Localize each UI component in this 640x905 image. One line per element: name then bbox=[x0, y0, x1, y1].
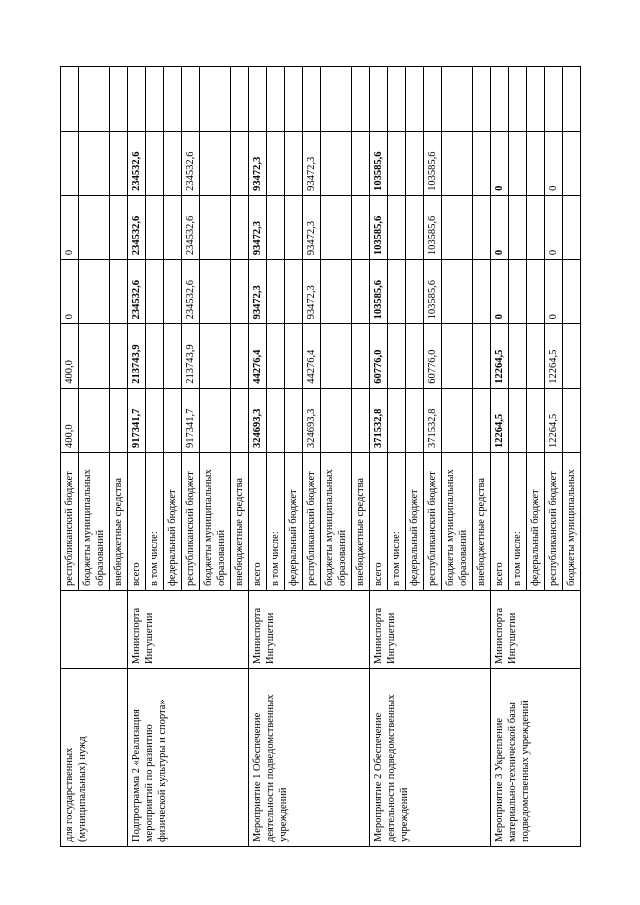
amount-cell bbox=[231, 67, 249, 131]
amount-cell bbox=[321, 388, 352, 452]
amount-cell: 0 bbox=[545, 260, 563, 324]
amount-cell: 0 bbox=[61, 260, 79, 324]
amount-cell bbox=[473, 260, 491, 324]
funding-source-cell: федеральный бюджет bbox=[527, 453, 545, 591]
funding-source-cell: бюджеты муниципальных образований bbox=[321, 453, 352, 591]
amount-cell bbox=[442, 324, 473, 388]
amount-cell: 234532,6 bbox=[182, 195, 200, 259]
amount-cell bbox=[164, 388, 182, 452]
amount-cell bbox=[370, 67, 388, 131]
amount-cell bbox=[563, 195, 581, 259]
amount-cell: 44276,4 bbox=[249, 324, 267, 388]
funding-source-cell: федеральный бюджет bbox=[406, 453, 424, 591]
amount-cell bbox=[303, 67, 321, 131]
amount-cell bbox=[146, 195, 164, 259]
amount-cell bbox=[146, 260, 164, 324]
amount-cell: 12264,5 bbox=[491, 388, 509, 452]
amount-cell bbox=[406, 131, 424, 195]
amount-cell: 12264,5 bbox=[491, 324, 509, 388]
amount-cell: 0 bbox=[545, 195, 563, 259]
amount-cell bbox=[527, 67, 545, 131]
amount-cell bbox=[164, 260, 182, 324]
amount-cell bbox=[231, 388, 249, 452]
amount-cell: 0 bbox=[545, 131, 563, 195]
amount-cell bbox=[285, 388, 303, 452]
amount-cell bbox=[545, 67, 563, 131]
funding-source-cell: в том числе: bbox=[267, 453, 285, 591]
amount-cell bbox=[200, 67, 231, 131]
amount-cell bbox=[110, 67, 128, 131]
budget-table bbox=[60, 66, 581, 847]
amount-cell: 93472,3 bbox=[303, 131, 321, 195]
amount-cell: 60776,0 bbox=[424, 324, 442, 388]
amount-cell bbox=[146, 131, 164, 195]
amount-cell bbox=[509, 260, 527, 324]
executor-cell: Миниспорта Ингушетии bbox=[491, 591, 581, 669]
amount-cell bbox=[388, 260, 406, 324]
amount-cell: 103585,6 bbox=[424, 260, 442, 324]
amount-cell bbox=[164, 195, 182, 259]
amount-cell bbox=[473, 195, 491, 259]
amount-cell: 93472,3 bbox=[249, 131, 267, 195]
program-name-cell: Мероприятие 1 Обеспечение деятельности подведомственных учреждений bbox=[249, 669, 370, 847]
table-row bbox=[249, 67, 267, 847]
funding-source-cell: всего bbox=[370, 453, 388, 591]
amount-cell bbox=[79, 324, 110, 388]
amount-cell bbox=[442, 388, 473, 452]
amount-cell bbox=[231, 324, 249, 388]
amount-cell: 12264,5 bbox=[545, 388, 563, 452]
amount-cell bbox=[285, 260, 303, 324]
amount-cell: 93472,3 bbox=[249, 260, 267, 324]
amount-cell bbox=[110, 195, 128, 259]
amount-cell: 234532,6 bbox=[128, 260, 146, 324]
amount-cell: 103585,6 bbox=[424, 195, 442, 259]
amount-cell bbox=[321, 67, 352, 131]
amount-cell bbox=[442, 131, 473, 195]
amount-cell bbox=[79, 195, 110, 259]
amount-cell: 0 bbox=[491, 131, 509, 195]
amount-cell bbox=[267, 388, 285, 452]
amount-cell bbox=[285, 67, 303, 131]
amount-cell: 44276,4 bbox=[303, 324, 321, 388]
amount-cell bbox=[285, 131, 303, 195]
amount-cell bbox=[352, 260, 370, 324]
amount-cell bbox=[61, 131, 79, 195]
amount-cell bbox=[527, 260, 545, 324]
amount-cell bbox=[388, 324, 406, 388]
program-name-cell: Мероприятие 3 Укрепление материально-технической базы подведомственных учреждений bbox=[491, 669, 581, 847]
funding-source-cell: внебюджетные средства bbox=[352, 453, 370, 591]
funding-source-cell: в том числе: bbox=[388, 453, 406, 591]
amount-cell: 400,0 bbox=[61, 324, 79, 388]
amount-cell bbox=[267, 324, 285, 388]
amount-cell bbox=[110, 324, 128, 388]
amount-cell: 103585,6 bbox=[370, 131, 388, 195]
rotated-page bbox=[60, 67, 600, 847]
amount-cell bbox=[527, 195, 545, 259]
amount-cell: 324693,3 bbox=[249, 388, 267, 452]
amount-cell bbox=[110, 131, 128, 195]
amount-cell bbox=[267, 131, 285, 195]
amount-cell bbox=[352, 324, 370, 388]
amount-cell bbox=[406, 260, 424, 324]
amount-cell bbox=[509, 131, 527, 195]
amount-cell: 234532,6 bbox=[182, 260, 200, 324]
amount-cell: 93472,3 bbox=[303, 195, 321, 259]
funding-source-cell: в том числе: bbox=[509, 453, 527, 591]
amount-cell bbox=[200, 131, 231, 195]
funding-source-cell: всего bbox=[249, 453, 267, 591]
amount-cell bbox=[563, 131, 581, 195]
amount-cell bbox=[79, 388, 110, 452]
amount-cell bbox=[442, 260, 473, 324]
amount-cell bbox=[563, 388, 581, 452]
amount-cell bbox=[473, 388, 491, 452]
amount-cell bbox=[231, 260, 249, 324]
amount-cell bbox=[388, 388, 406, 452]
amount-cell bbox=[509, 195, 527, 259]
amount-cell bbox=[182, 67, 200, 131]
funding-source-cell: внебюджетные средства bbox=[231, 453, 249, 591]
funding-source-cell: внебюджетные средства bbox=[110, 453, 128, 591]
executor-cell: Миниспорта Ингушетии bbox=[370, 591, 491, 669]
funding-source-cell: всего bbox=[128, 453, 146, 591]
funding-source-cell: бюджеты муниципальных bbox=[563, 453, 581, 591]
amount-cell bbox=[509, 324, 527, 388]
amount-cell bbox=[388, 195, 406, 259]
table-row bbox=[370, 67, 388, 847]
table-row bbox=[491, 67, 509, 847]
amount-cell: 234532,6 bbox=[128, 131, 146, 195]
amount-cell: 324693,3 bbox=[303, 388, 321, 452]
amount-cell bbox=[352, 67, 370, 131]
funding-source-cell: республиканский бюджет bbox=[61, 453, 79, 591]
amount-cell bbox=[285, 324, 303, 388]
amount-cell bbox=[491, 67, 509, 131]
amount-cell bbox=[406, 67, 424, 131]
funding-source-cell: федеральный бюджет bbox=[164, 453, 182, 591]
amount-cell: 103585,6 bbox=[370, 260, 388, 324]
amount-cell: 0 bbox=[491, 260, 509, 324]
table-body bbox=[61, 67, 581, 847]
amount-cell bbox=[231, 195, 249, 259]
amount-cell bbox=[200, 324, 231, 388]
amount-cell: 0 bbox=[61, 195, 79, 259]
amount-cell bbox=[110, 260, 128, 324]
amount-cell bbox=[352, 388, 370, 452]
amount-cell bbox=[321, 324, 352, 388]
amount-cell bbox=[527, 131, 545, 195]
funding-source-cell: республиканский бюджет bbox=[303, 453, 321, 591]
amount-cell: 917341,7 bbox=[128, 388, 146, 452]
amount-cell bbox=[79, 67, 110, 131]
amount-cell bbox=[473, 131, 491, 195]
amount-cell bbox=[509, 67, 527, 131]
amount-cell: 234532,6 bbox=[128, 195, 146, 259]
funding-source-cell: бюджеты муниципальных образований bbox=[79, 453, 110, 591]
funding-source-cell: федеральный бюджет bbox=[285, 453, 303, 591]
funding-source-cell: всего bbox=[491, 453, 509, 591]
amount-cell bbox=[231, 131, 249, 195]
funding-source-cell: бюджеты муниципальных образований bbox=[200, 453, 231, 591]
amount-cell bbox=[424, 67, 442, 131]
program-name-cell: для государственных (муниципальных) нужд bbox=[61, 669, 128, 847]
amount-cell: 234532,6 bbox=[182, 131, 200, 195]
amount-cell: 371532,8 bbox=[424, 388, 442, 452]
table-row bbox=[128, 67, 146, 847]
amount-cell: 0 bbox=[491, 195, 509, 259]
amount-cell bbox=[442, 67, 473, 131]
amount-cell: 103585,6 bbox=[370, 195, 388, 259]
amount-cell: 400,0 bbox=[61, 388, 79, 452]
funding-source-cell: внебюджетные средства bbox=[473, 453, 491, 591]
amount-cell bbox=[128, 67, 146, 131]
amount-cell: 213743,9 bbox=[182, 324, 200, 388]
amount-cell bbox=[200, 388, 231, 452]
amount-cell bbox=[321, 131, 352, 195]
amount-cell bbox=[267, 260, 285, 324]
amount-cell bbox=[249, 67, 267, 131]
amount-cell bbox=[79, 131, 110, 195]
amount-cell bbox=[563, 260, 581, 324]
amount-cell bbox=[388, 67, 406, 131]
program-name-cell: Мероприятие 2 Обеспечение деятельности подведомственных учреждений bbox=[370, 669, 491, 847]
funding-source-cell: бюджеты муниципальных образований bbox=[442, 453, 473, 591]
amount-cell bbox=[146, 388, 164, 452]
funding-source-cell: республиканский бюджет bbox=[182, 453, 200, 591]
amount-cell bbox=[406, 324, 424, 388]
amount-cell bbox=[146, 67, 164, 131]
amount-cell bbox=[164, 324, 182, 388]
amount-cell: 93472,3 bbox=[303, 260, 321, 324]
amount-cell bbox=[563, 324, 581, 388]
amount-cell bbox=[285, 195, 303, 259]
amount-cell bbox=[509, 388, 527, 452]
amount-cell bbox=[61, 67, 79, 131]
amount-cell: 371532,8 bbox=[370, 388, 388, 452]
amount-cell bbox=[473, 67, 491, 131]
amount-cell bbox=[267, 67, 285, 131]
amount-cell bbox=[321, 195, 352, 259]
amount-cell bbox=[352, 131, 370, 195]
amount-cell bbox=[352, 195, 370, 259]
amount-cell: 103585,6 bbox=[424, 131, 442, 195]
amount-cell bbox=[406, 388, 424, 452]
executor-cell: Миниспорта Ингушетии bbox=[128, 591, 249, 669]
program-name-cell: Подпрограмма 2 «Реализация мероприятий по развитию физической культуры и спорта» bbox=[128, 669, 249, 847]
amount-cell bbox=[388, 131, 406, 195]
amount-cell bbox=[146, 324, 164, 388]
funding-source-cell: республиканский бюджет bbox=[424, 453, 442, 591]
amount-cell bbox=[110, 388, 128, 452]
amount-cell bbox=[473, 324, 491, 388]
amount-cell bbox=[79, 260, 110, 324]
amount-cell bbox=[321, 260, 352, 324]
amount-cell: 213743,9 bbox=[128, 324, 146, 388]
amount-cell bbox=[200, 260, 231, 324]
amount-cell bbox=[164, 131, 182, 195]
amount-cell: 917341,7 bbox=[182, 388, 200, 452]
table-row bbox=[61, 67, 79, 847]
funding-source-cell: республиканский бюджет bbox=[545, 453, 563, 591]
executor-cell bbox=[61, 591, 128, 669]
amount-cell: 12264,5 bbox=[545, 324, 563, 388]
amount-cell bbox=[200, 195, 231, 259]
funding-source-cell: в том числе: bbox=[146, 453, 164, 591]
amount-cell bbox=[406, 195, 424, 259]
amount-cell bbox=[442, 195, 473, 259]
amount-cell: 93472,3 bbox=[249, 195, 267, 259]
amount-cell bbox=[527, 324, 545, 388]
amount-cell bbox=[267, 195, 285, 259]
amount-cell: 60776,0 bbox=[370, 324, 388, 388]
amount-cell bbox=[527, 388, 545, 452]
executor-cell: Миниспорта Ингушетии bbox=[249, 591, 370, 669]
amount-cell bbox=[563, 67, 581, 131]
amount-cell bbox=[164, 67, 182, 131]
